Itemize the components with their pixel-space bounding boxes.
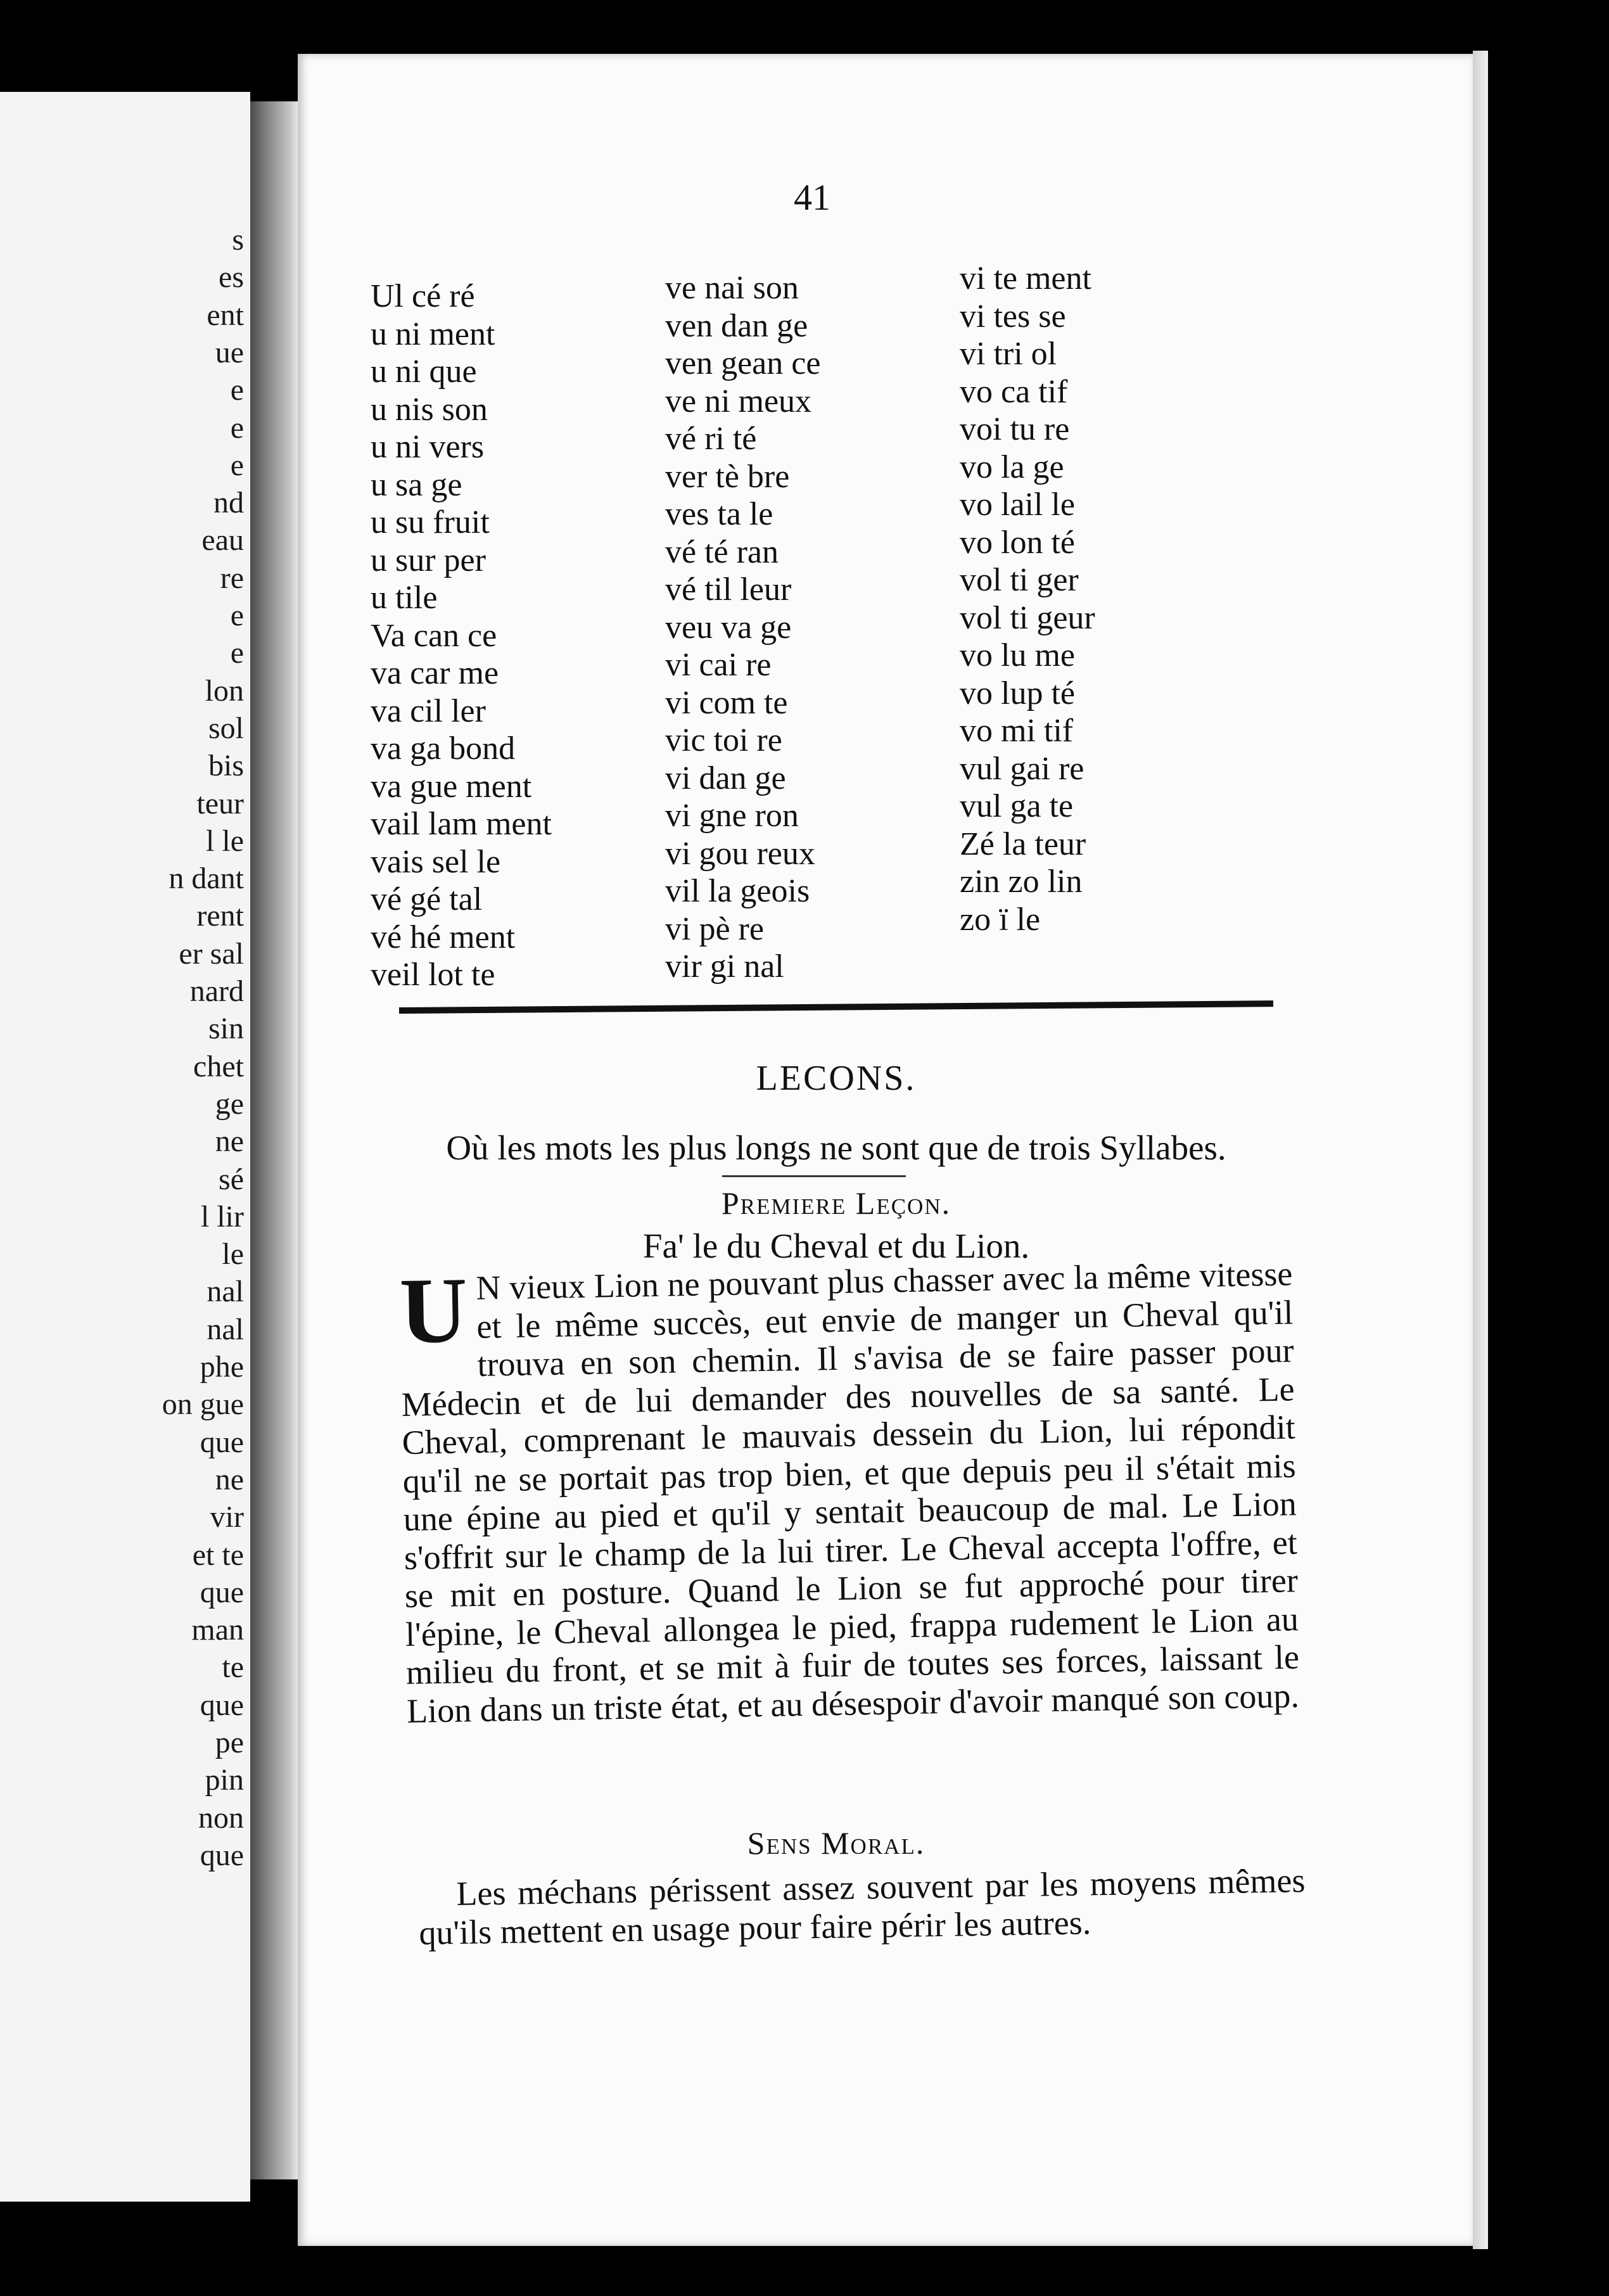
left-page-text-fragment: e [230, 636, 244, 670]
syllable-entry: vi pè re [665, 910, 764, 947]
left-page-text-fragment: e [230, 373, 244, 407]
drop-cap: U [398, 1258, 469, 1363]
moral-text: Les méchans périssent assez souvent par les moyens mêmes qu'ils mettent en usage pour faire périr les autres. [418, 1861, 1306, 1952]
left-page-text-fragment: lon [205, 673, 244, 708]
left-page-text-fragment: non [198, 1801, 244, 1835]
syllable-entry: vo lu me [960, 637, 1075, 673]
syllable-entry: u ni que [371, 354, 477, 390]
syllable-entry: vail lam ment [371, 806, 552, 842]
left-page-text-fragment: bis [208, 749, 244, 783]
lesson-title: Premiere Leçon. [721, 1185, 951, 1221]
syllable-entry: vo lon té [960, 524, 1075, 561]
syllable-entry: vil la geois [665, 873, 810, 909]
left-page-text-fragment: nal [207, 1275, 244, 1309]
left-page-text-fragment: chet [193, 1049, 244, 1083]
syllable-entry: va ga bond [371, 730, 516, 767]
syllable-column-3 [960, 260, 1095, 938]
syllable-entry: vé gé tal [371, 881, 483, 917]
syllable-entry: Va can ce [371, 617, 497, 654]
syllable-entry: u ni ment [371, 316, 495, 352]
book-gutter [250, 101, 298, 2179]
left-page-text-fragment: on gue [162, 1387, 244, 1422]
left-page-text-fragment: e [230, 448, 244, 482]
left-page-text-fragment: es [219, 260, 244, 295]
left-page-text-fragment: nard [189, 974, 244, 1008]
syllable-entry: vé ri té [665, 421, 757, 457]
fable-text [399, 1254, 1300, 1730]
left-page-text-fragment: n dant [169, 862, 244, 896]
lesson-subtitle: Où les mots les plus longs ne sont que de trois Syllabes. [446, 1128, 1226, 1167]
syllable-entry: vul gai re [960, 750, 1084, 787]
left-page-text-fragment: et te [192, 1538, 244, 1572]
syllable-entry: Ul cé ré [371, 278, 475, 314]
syllable-entry: u sur per [371, 542, 486, 578]
left-page-text-fragment: vir [210, 1500, 244, 1534]
left-page-text-fragment: ge [215, 1087, 244, 1121]
syllable-column-2 [665, 269, 820, 986]
fable-paragraph: N vieux Lion ne pouvant plus chasser avec la même vitesse et le même succès, eut envie de manger un Cheval qu'il trouva en son chemin. Il s'avisa de se faire passer pour Médecin et de lui demander des nouvelles de sa santé. Le Cheval, comprenant le mauvais dessein du Lion, lui répondit qu'il ne se portait pas trop bien, et que depuis peu il s'était mis une épine au pied et qu'il y sentait beaucoup de mal. Le Lion s'offrit sur le champ de la lui tirer. Le Cheval accepta l'offre, et se mit en posture. Quand le Lion se fut approché pour tirer l'épine, le Cheval allongea le pied, frappa rudement le Lion au milieu du front, et se mit à fuir de toutes ses forces, laissant le Lion dans un triste état, et au désespoir d'avoir manqué son coup. [401, 1254, 1300, 1730]
syllable-column-1 [371, 277, 552, 994]
syllable-entry: vo lail le [960, 487, 1075, 523]
left-page-text-fragment: te [222, 1650, 244, 1685]
syllable-entry: veu va ge [665, 609, 792, 646]
left-page-text-fragment: que [200, 1688, 244, 1722]
syllable-entry: vo mi tif [960, 713, 1074, 749]
left-page-text-fragment: le [222, 1237, 244, 1272]
left-page-text-fragment: que [200, 1838, 244, 1872]
previous-page-fragment [0, 92, 250, 2202]
syllable-entry: voi tu re [960, 411, 1070, 447]
syllable-entry: vi dan ge [665, 760, 786, 796]
left-page-text-fragment: rent [196, 899, 244, 933]
syllable-entry: vol ti geur [960, 599, 1095, 636]
syllable-entry: zo ï le [960, 901, 1041, 938]
syllable-entry: u tile [371, 580, 438, 616]
left-page-text-fragment: sé [219, 1162, 244, 1196]
page-number: 41 [794, 177, 830, 218]
syllable-entry: vé té ran [665, 533, 779, 570]
syllable-entry: vi te ment [960, 260, 1091, 297]
left-page-text-fragment: sin [208, 1012, 244, 1046]
syllable-entry: zin zo lin [960, 864, 1083, 900]
syllable-entry: vi gou reux [665, 835, 815, 872]
syllable-entry: vais sel le [371, 843, 501, 880]
syllable-entry: ven gean ce [665, 345, 821, 381]
syllable-entry: u su fruit [371, 504, 490, 540]
left-page-text-fragment: nd [213, 486, 244, 520]
left-page-text-fragment: ne [215, 1462, 244, 1496]
syllable-entry: vi tes se [960, 298, 1066, 335]
syllable-entry: vir gi nal [665, 948, 784, 985]
left-page-text-fragment: que [200, 1575, 244, 1609]
short-rule [722, 1175, 906, 1177]
left-page-text-fragment: pin [205, 1763, 244, 1797]
left-page-text-fragment: s [232, 223, 244, 257]
syllable-entry: ven dan ge [665, 307, 808, 344]
left-page-text-fragment: phe [200, 1350, 244, 1384]
syllable-entry: u ni vers [371, 429, 485, 465]
syllable-entry: vi tri ol [960, 336, 1057, 372]
fable-title: Fa' le du Cheval et du Lion. [642, 1227, 1030, 1265]
syllable-entry: ves ta le [665, 496, 773, 532]
syllable-entry: vul ga te [960, 788, 1074, 824]
syllable-entry: va cil ler [371, 692, 486, 729]
syllable-entry: vi com te [665, 684, 788, 721]
syllable-entry: vic toi re [665, 722, 782, 758]
syllable-entry: ve nai son [665, 270, 799, 306]
left-page-text-fragment: pe [215, 1726, 244, 1759]
lesson-heading: LECONS. [756, 1059, 917, 1098]
left-page-text-fragment: man [191, 1613, 244, 1647]
left-page-text-fragment: er sal [179, 936, 244, 971]
left-page-text-fragment: ne [215, 1125, 244, 1159]
syllable-entry: ve ni meux [665, 383, 812, 419]
syllable-entry: ver tè bre [665, 458, 790, 495]
syllable-entry: u nis son [371, 391, 488, 428]
syllable-entry: Zé la teur [960, 826, 1086, 862]
syllable-entry: va gue ment [371, 768, 532, 805]
left-page-text-fragment: l lir [201, 1199, 244, 1234]
syllable-entry: vé til leur [665, 571, 792, 608]
left-page-text-fragment: nal [207, 1312, 244, 1346]
syllable-entry: va car me [371, 655, 499, 691]
syllable-entry: veil lot te [371, 957, 495, 993]
syllable-entry: vo lup té [960, 675, 1075, 711]
left-page-text-fragment: e [230, 599, 244, 632]
syllable-entry: vo la ge [960, 449, 1064, 485]
left-page-text-fragment: ent [207, 298, 244, 332]
left-page-text-fragment: ue [215, 335, 244, 369]
left-page-text-fragment: e [230, 411, 244, 445]
left-page-text-fragment: sol [208, 711, 244, 745]
syllable-entry: vé hé ment [371, 919, 516, 955]
left-page-text-fragment: l le [206, 824, 244, 858]
left-page-text-fragment: teur [196, 786, 244, 820]
left-page-text-fragment: que [200, 1425, 244, 1459]
syllable-entry: u sa ge [371, 466, 462, 503]
left-page-text-fragment: eau [201, 523, 244, 558]
moral-heading: Sens Moral. [747, 1825, 925, 1861]
syllable-entry: vo ca tif [960, 373, 1068, 410]
left-page-text-fragment: re [220, 561, 244, 595]
page-edge [1473, 51, 1488, 2249]
syllable-entry: vi cai re [665, 647, 772, 683]
syllable-entry: vi gne ron [665, 798, 799, 834]
syllable-entry: vol ti ger [960, 562, 1079, 598]
